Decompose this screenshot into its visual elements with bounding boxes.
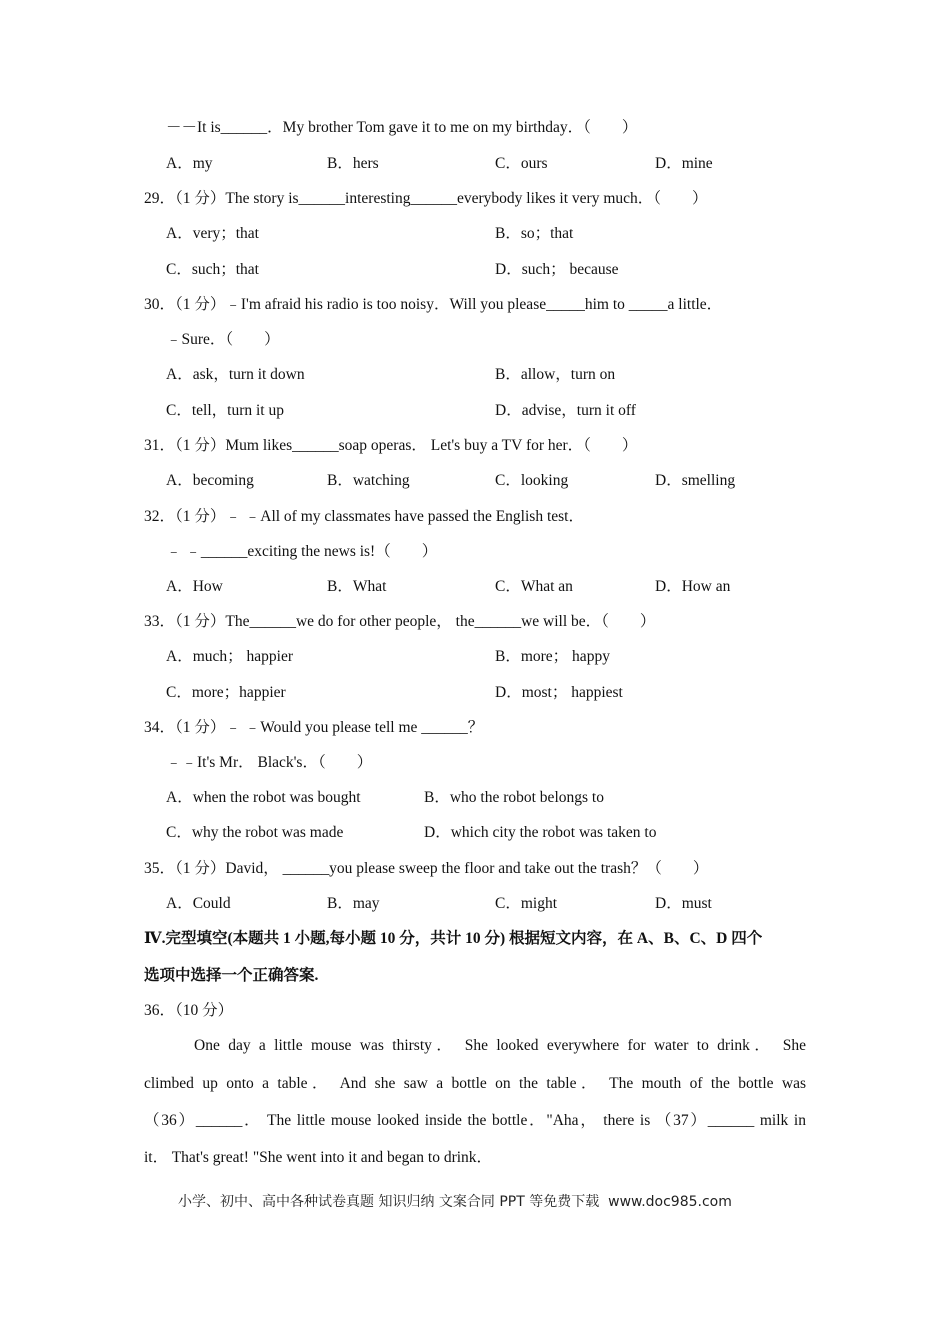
q31-option-d: D．smelling <box>655 472 736 489</box>
q31-option-c: C．looking <box>495 472 569 489</box>
q35-option-d: D．must <box>655 895 712 912</box>
q30-option-d: D．advise，turn it off <box>495 402 636 419</box>
passage-line: One day a little mouse was thirsty． She looked everywhere for water to drink． She <box>194 1037 806 1054</box>
q34-stem: 34．（1 分）﹣ ﹣Would you please tell me ______？ <box>144 719 484 736</box>
q33-option-a: A．much； happier <box>166 648 293 665</box>
q34-stem-reply: ﹣﹣It's Mr． Black's．（ ） <box>166 754 373 771</box>
q34-option-d: D．which city the robot was taken to <box>424 824 657 841</box>
q28-option-a: A．my <box>166 155 213 172</box>
q29-option-c: C．such；that <box>166 261 259 278</box>
q30-stem-reply: ﹣Sure．（ ） <box>166 331 280 348</box>
q28-option-d: D．mine <box>655 155 713 172</box>
q29-option-b: B．so；that <box>495 225 574 242</box>
q32-option-b: B．What <box>327 578 387 595</box>
q35-option-c: C．might <box>495 895 558 912</box>
q33-option-c: C．more；happier <box>166 684 286 701</box>
section-heading-cont: 选项中选择一个正确答案. <box>144 967 319 984</box>
q34-option-a: A．when the robot was bought <box>166 789 361 806</box>
q30-option-a: A．ask，turn it down <box>166 366 305 383</box>
q28-option-b: B．hers <box>327 155 379 172</box>
q32-stem: 32．（1 分）﹣ ﹣All of my classmates have passed the English test． <box>144 508 584 525</box>
q29-option-a: A．very；that <box>166 225 259 242</box>
q31-option-b: B．watching <box>327 472 410 489</box>
q30-stem: 30．（1 分）﹣I'm afraid his radio is too noisy．Will you please_____him to _____a little． <box>144 296 723 313</box>
q31-option-a: A．becoming <box>166 472 254 489</box>
q34-option-c: C．why the robot was made <box>166 824 344 841</box>
q32-option-d: D．How an <box>655 578 731 595</box>
q34-option-b: B．who the robot belongs to <box>424 789 604 806</box>
q35-option-a: A．Could <box>166 895 231 912</box>
q33-option-d: D．most； happiest <box>495 684 623 701</box>
q29-stem: 29．（1 分）The story is______interesting______everybody likes it very much．（ ） <box>144 190 708 207</box>
page-footer: 小学、初中、高中各种试卷真题 知识归纳 文案合同 PPT 等免费下载 www.doc985.com <box>178 1194 732 1210</box>
q36-label: 36．（10 分） <box>144 1002 234 1019</box>
q31-stem: 31．（1 分）Mum likes______soap operas． Let's buy a TV for her．（ ） <box>144 437 638 454</box>
q30-option-c: C．tell，turn it up <box>166 402 284 419</box>
q32-stem-reply: ﹣ ﹣______exciting the news is!（ ） <box>166 543 438 560</box>
passage-line: （36）______． The little mouse looked inside the bottle．"Aha， there is （37）______ milk in <box>144 1112 806 1129</box>
passage-line: it． That's great! "She went into it and began to drink． <box>144 1149 493 1166</box>
passage-line: climbed up onto a table． And she saw a bottle on the table． The mouth of the bottle was <box>144 1075 806 1092</box>
q30-option-b: B．allow，turn on <box>495 366 616 383</box>
q33-stem: 33．（1 分）The______we do for other people， the______we will be．（ ） <box>144 613 656 630</box>
q28-stem: －－It is______．My brother Tom gave it to me on my birthday．（ ） <box>166 119 638 136</box>
q32-option-a: A．How <box>166 578 223 595</box>
q29-option-d: D．such； because <box>495 261 619 278</box>
section-heading: Ⅳ.完型填空(本题共 1 小题,每小题 10 分，共计 10 分) 根据短文内容，在 A、B、C、D 四个 <box>144 930 763 947</box>
q33-option-b: B．more； happy <box>495 648 610 665</box>
q32-option-c: C．What an <box>495 578 573 595</box>
q28-option-c: C．ours <box>495 155 548 172</box>
q35-option-b: B．may <box>327 895 380 912</box>
q35-stem: 35．（1 分）David， ______you please sweep the floor and take out the trash？（ ） <box>144 860 709 877</box>
